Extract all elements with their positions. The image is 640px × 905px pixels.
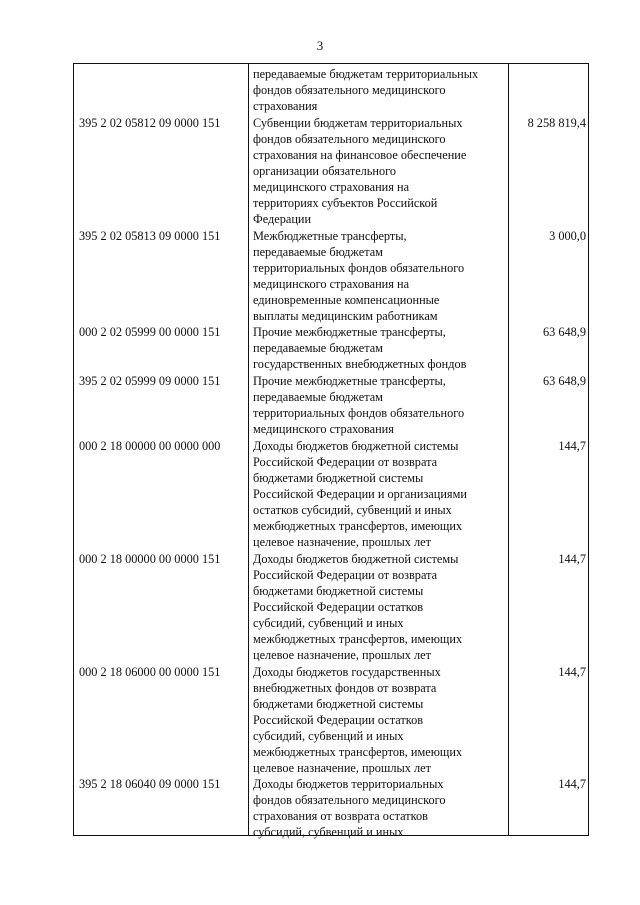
revenue-name-line: Федерации [253, 211, 312, 226]
revenue-name-line: Доходы бюджетов бюджетной системы [253, 551, 459, 566]
revenue-name-line: выплаты медицинским работникам [253, 308, 438, 323]
table-row [74, 438, 588, 550]
revenue-name [253, 373, 505, 437]
amount-value: 8 258 819,4 [527, 115, 586, 130]
revenue-name-line: бюджетами бюджетной системы [253, 471, 424, 485]
revenue-name-line: субсидий, субвенций и иных [253, 728, 404, 743]
revenue-name-line: Субвенции бюджетам территориальных [253, 115, 463, 130]
table-row [74, 664, 588, 776]
budget-classification-code: 000 2 18 00000 00 0000 151 [79, 551, 221, 566]
revenue-name-line: территориях субъектов Российской [253, 195, 438, 210]
revenue-name [253, 228, 505, 324]
table-row [74, 324, 588, 372]
revenue-name-line: субсидий, субвенций и иных [253, 825, 404, 840]
revenue-name-line: фондов обязательного медицинского [253, 83, 446, 97]
revenue-name-line: организации обязательного [253, 163, 397, 178]
revenue-name-line: целевое назначение, прошлых лет [253, 647, 431, 662]
revenue-name [253, 776, 505, 840]
revenue-name [253, 324, 505, 372]
revenue-name-line: передаваемые бюджетам [253, 244, 383, 259]
revenue-name-line: остатков субсидий, субвенций и иных [253, 503, 452, 517]
revenue-name-line: Прочие межбюджетные трансферты, [253, 325, 446, 340]
revenue-name-line: Российской Федерации остатков [253, 712, 424, 727]
revenue-name-line: передаваемые бюджетам [253, 390, 383, 405]
revenue-name-line: Российской Федерации остатков [253, 599, 424, 614]
table-row [74, 115, 588, 227]
revenue-name-line: Доходы бюджетов бюджетной системы [253, 439, 459, 453]
revenue-name-line: Доходы бюджетов территориальных [253, 777, 444, 792]
revenue-name-line: фондов обязательного медицинского [253, 131, 446, 146]
revenue-name-line: единовременные компенсационные [253, 292, 440, 307]
revenue-name [253, 66, 505, 114]
budget-classification-code: 000 2 18 00000 00 0000 000 [79, 439, 221, 453]
revenue-name-line: межбюджетных трансфертов, имеющих [253, 631, 463, 646]
amount-value: 144,7 [558, 664, 586, 679]
amount-value: 63 648,9 [542, 325, 586, 340]
revenue-name-line: Межбюджетные трансферты, [253, 228, 407, 243]
amount-value: 144,7 [558, 551, 586, 566]
amount-value: 3 000,0 [549, 228, 586, 243]
revenue-name-line: межбюджетных трансфертов, имеющих [253, 744, 463, 759]
revenue-name-line: медицинского страхования [253, 422, 394, 437]
revenue-name-line: медицинского страхования на [253, 276, 410, 291]
page-number: 3 [316, 38, 324, 53]
amount-value: 144,7 [558, 777, 586, 792]
budget-table [73, 63, 589, 840]
revenue-name [253, 664, 505, 776]
revenue-name [253, 115, 505, 227]
revenue-name-line: Российской Федерации от возврата [253, 455, 438, 469]
revenue-name [253, 438, 505, 550]
table-row [74, 776, 588, 840]
revenue-name-line: страхования на финансовое обеспечение [253, 147, 467, 162]
revenue-name-line: межбюджетных трансфертов, имеющих [253, 519, 463, 533]
revenue-name-line: медицинского страхования на [253, 179, 410, 194]
revenue-name-line: целевое назначение, прошлых лет [253, 760, 431, 775]
budget-classification-code: 395 2 02 05813 09 0000 151 [79, 228, 221, 243]
revenue-name-line: страхования [253, 99, 318, 113]
table-row [74, 66, 588, 114]
revenue-name-line: передаваемые бюджетам территориальных [253, 67, 479, 81]
revenue-name-line: Прочие межбюджетные трансферты, [253, 374, 446, 389]
table-row [74, 228, 588, 324]
budget-classification-code: 000 2 02 05999 00 0000 151 [79, 325, 221, 340]
revenue-name-line: территориальных фондов обязательного [253, 260, 465, 275]
amount-value: 144,7 [558, 439, 586, 453]
amount-value: 63 648,9 [542, 374, 586, 389]
revenue-name-line: фондов обязательного медицинского [253, 793, 446, 808]
table-row [74, 373, 588, 437]
revenue-name-line: Российской Федерации и организациями [253, 487, 467, 501]
revenue-name [253, 551, 505, 663]
budget-classification-code: 000 2 18 06000 00 0000 151 [79, 664, 221, 679]
revenue-name-line: бюджетами бюджетной системы [253, 696, 424, 711]
revenue-name-line: Российской Федерации от возврата [253, 567, 438, 582]
revenue-name-line: государственных внебюджетных фондов [253, 357, 467, 372]
revenue-name-line: территориальных фондов обязательного [253, 406, 465, 421]
revenue-name-line: передаваемые бюджетам [253, 341, 383, 356]
budget-classification-code: 395 2 18 06040 09 0000 151 [79, 777, 221, 792]
revenue-name-line: Доходы бюджетов государственных [253, 664, 441, 679]
revenue-name-line: целевое назначение, прошлых лет [253, 535, 431, 549]
budget-classification-code: 395 2 02 05999 09 0000 151 [79, 374, 221, 389]
revenue-name-line: субсидий, субвенций и иных [253, 615, 404, 630]
revenue-name-line: бюджетами бюджетной системы [253, 583, 424, 598]
table-row [74, 551, 588, 663]
revenue-name-line: страхования от возврата остатков [253, 809, 428, 824]
budget-classification-code: 395 2 02 05812 09 0000 151 [79, 115, 221, 130]
revenue-name-line: внебюджетных фондов от возврата [253, 680, 437, 695]
